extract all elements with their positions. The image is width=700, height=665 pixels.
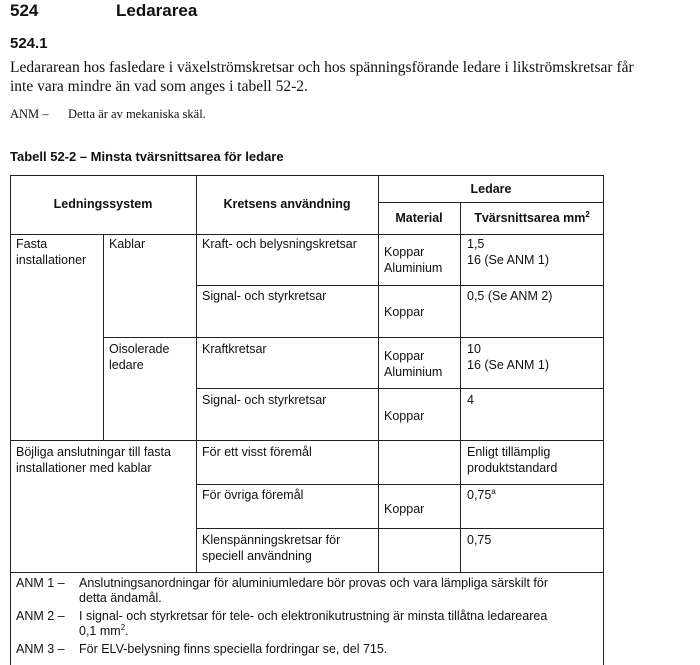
rule <box>103 234 104 440</box>
row7-area: 0,75 <box>467 533 492 547</box>
rule <box>10 234 604 235</box>
rule <box>196 388 604 389</box>
anm-text: Detta är av mekaniska skäl. <box>68 107 206 121</box>
row7-use-1: Klenspänningskretsar för <box>202 533 341 547</box>
note-line <box>79 624 639 639</box>
row1-material-1: Koppar <box>384 245 425 259</box>
row5-use: För ett visst föremål <box>202 445 312 459</box>
note-label: ANM 1 – <box>16 576 65 590</box>
note-line: I signal- och styrkretsar för tele- och elektronikutrustning är minsta tillåtna ledarearea <box>79 609 548 623</box>
section-number: 524 <box>10 1 39 20</box>
anm-note <box>10 107 206 122</box>
header-area-text: Tvärsnittsarea mm <box>474 211 586 225</box>
row3-area <box>467 342 549 373</box>
note-line: Anslutningsanordningar för aluminiumledare bör provas och vara lämpliga särskilt för <box>79 576 548 590</box>
row5-area <box>467 445 557 476</box>
note-text <box>79 609 639 639</box>
row6-area-value: 0,75 <box>467 488 492 502</box>
row1-area-2: 16 (Se ANM 1) <box>467 252 549 267</box>
rule <box>460 202 461 572</box>
row3-area-2: 16 (Se ANM 1) <box>467 357 549 372</box>
row5-area-1: Enligt tillämplig <box>467 445 551 459</box>
rule <box>378 202 604 203</box>
row3-area-1: 10 <box>467 342 481 356</box>
rule <box>10 175 604 176</box>
row1-material-2: Aluminium <box>384 260 443 275</box>
row4-material: Koppar <box>384 409 425 423</box>
note-text <box>79 576 639 606</box>
row4-area: 4 <box>467 393 474 407</box>
row3-material-1: Koppar <box>384 349 425 363</box>
anm-label: ANM – <box>10 107 49 121</box>
body-paragraph <box>10 58 700 96</box>
row1-use: Kraft- och belysningskretsar <box>202 237 357 251</box>
group-fasta: Fasta installationer <box>16 237 87 267</box>
body-line-1: Ledararean hos fasledare i växelströmskretsar och hos spänningsförande ledare i likströmskretsar får <box>10 59 634 76</box>
rule <box>10 572 604 573</box>
row6-use: För övriga föremål <box>202 488 304 502</box>
row1-area-1: 1,5 <box>467 237 485 251</box>
group-kablar: Kablar <box>109 237 146 251</box>
row3-material-2: Aluminium <box>384 364 443 379</box>
row3-use: Kraftkretsar <box>202 342 267 356</box>
note-line-end: . <box>125 624 129 638</box>
header-ledare: Ledare <box>470 182 512 196</box>
rule <box>196 484 604 485</box>
rule <box>196 528 604 529</box>
note-text <box>79 642 639 657</box>
rule <box>196 285 604 286</box>
note-line: För ELV-belysning finns speciella fordringar se, del 715. <box>79 642 388 656</box>
header-area <box>460 211 604 227</box>
row1-material <box>384 245 442 276</box>
note-line-sup: 2 <box>120 622 126 632</box>
row7-use-2: speciell användning <box>202 548 312 563</box>
note-label: ANM 2 – <box>16 609 65 623</box>
row2-material: Koppar <box>384 305 425 319</box>
row2-use: Signal- och styrkretsar <box>202 289 327 303</box>
note-label: ANM 3 – <box>16 642 65 656</box>
note-line: detta ändamål. <box>79 591 162 605</box>
header-material: Material <box>395 211 443 225</box>
header-area-sup: 2 <box>585 209 590 219</box>
row2-area: 0,5 (Se ANM 2) <box>467 289 553 303</box>
rule <box>10 440 604 441</box>
rule <box>378 175 379 572</box>
row4-use: Signal- och styrkretsar <box>202 393 327 407</box>
group-oisolerade: Oisolerade ledare <box>109 342 170 372</box>
row7-use <box>202 533 340 564</box>
note-line-text: 0,1 mm <box>79 624 121 638</box>
header-kretsens: Kretsens användning <box>223 197 351 211</box>
group-bojliga: Böjliga anslutningar till fasta installationer med kablar <box>16 445 171 475</box>
row1-area <box>467 237 549 268</box>
flex-material: Koppar <box>384 502 425 516</box>
table-caption: Tabell 52-2 – Minsta tvärsnittsarea för ledare <box>10 149 284 164</box>
subsection-number: 524.1 <box>10 35 48 52</box>
row5-area-2: produktstandard <box>467 460 558 475</box>
rule <box>10 175 11 665</box>
rule <box>103 337 604 338</box>
body-line-2: inte vara mindre än vad som anges i tabell 52-2. <box>10 78 308 95</box>
row6-area-sup: a <box>491 486 496 496</box>
conductor-area-table <box>10 175 700 665</box>
rule <box>196 175 197 572</box>
row3-material <box>384 349 442 380</box>
row6-area <box>467 488 496 504</box>
header-ledningssystem: Ledningssystem <box>53 197 153 211</box>
section-title: Ledararea <box>116 1 198 20</box>
